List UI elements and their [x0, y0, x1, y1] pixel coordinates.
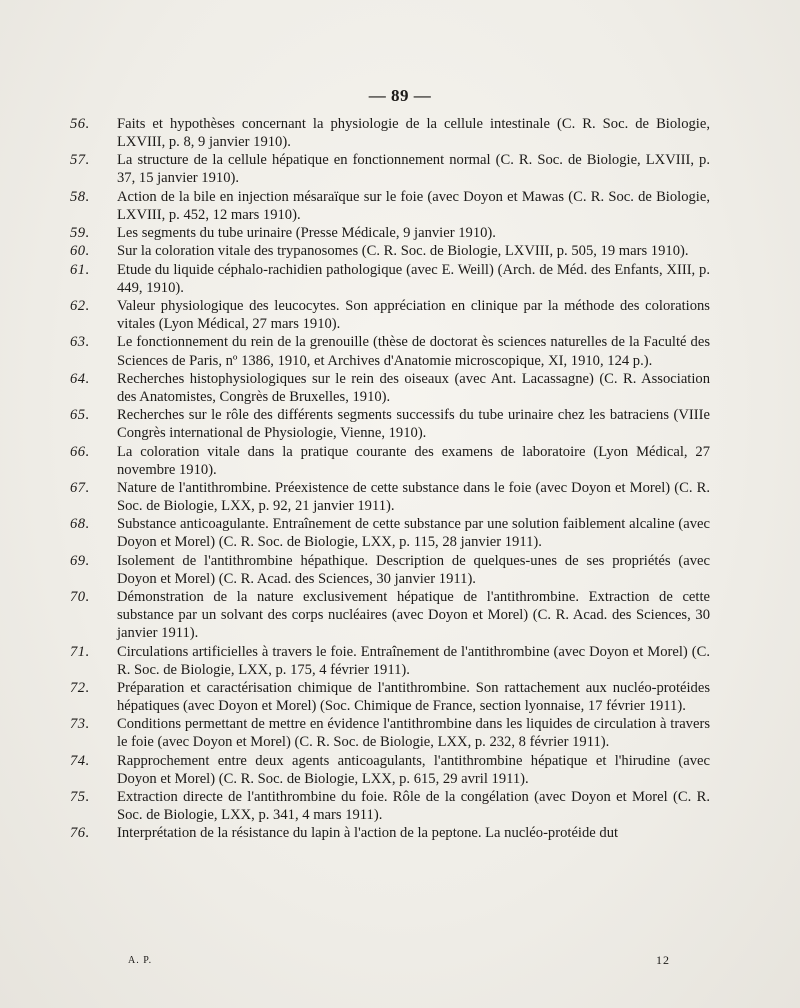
entry-number: 58.: [70, 188, 90, 205]
page-number: — 89 —: [368, 86, 432, 105]
entry-text: Isolement de l'antithrombine hépathique. Description de quelques-unes de ses propriétés (avec Doyon et Morel) (C. R. Acad. des Sciences, 30 janvier 1911).: [117, 552, 710, 587]
entry-number: 73.: [70, 716, 90, 733]
entry-number: 56.: [70, 116, 90, 132]
entry-text: Action de la bile en injection mésaraïque sur le foie (avec Doyon et Mawas (C. R. Soc. de Biologie, LXVIII, p. 452, 12 mars 1910).: [117, 188, 710, 223]
bibliography-entry: [70, 479, 710, 515]
bibliography-entry: [70, 224, 710, 242]
bibliography-entry: [70, 552, 710, 588]
bibliography-entry: [70, 115, 710, 151]
entry-number: 74.: [70, 752, 90, 769]
entry-text: Recherches histophysiologiques sur le rein des oiseaux (avec Ant. Lacassagne) (C. R. Association des Anatomistes, Congrès de Bruxelles, 1910).: [117, 370, 710, 405]
entry-text: Faits et hypothèses concernant la physiologie de la cellule intestinale (C. R. Soc. de Biologie, LXVIII, p. 8, 9 janvier 1910).: [117, 116, 710, 151]
bibliography-entry: [70, 643, 710, 679]
entry-number: 66.: [70, 443, 90, 460]
signature-mark: A. P.: [128, 955, 153, 966]
entry-number: 57.: [70, 152, 90, 169]
entry-number: 60.: [70, 243, 90, 260]
entry-text: Substance anticoagulante. Entraînement de cette substance par une solution faiblement alcaline (avec Doyon et Morel) (C. R. Soc. de Biologie, LXX, p. 115, 28 janvier 1911).: [117, 516, 710, 551]
bibliography-entry: [70, 261, 710, 297]
entry-number: 61.: [70, 261, 90, 278]
entry-text: Valeur physiologique des leucocytes. Son appréciation en clinique par la méthode des colorations vitales (Lyon Médical, 27 mars 1910).: [117, 298, 710, 333]
bibliography-entry: [70, 443, 710, 479]
entry-number: 71.: [70, 643, 90, 660]
entry-number: 69.: [70, 552, 90, 569]
entry-number: 76.: [70, 825, 90, 842]
entry-number: 67.: [70, 479, 90, 496]
signature-number: 12: [656, 953, 670, 967]
bibliography-entry: [70, 715, 710, 751]
entry-text: Les segments du tube urinaire (Presse Médicale, 9 janvier 1910).: [117, 225, 496, 242]
entry-text: Préparation et caractérisation chimique de l'antithrombine. Son rattachement aux nucléo-protéides hépatiques (avec Doyon et Morel) (Soc. Chimique de France, section lyonnaise, 17 février 1911).: [117, 679, 710, 714]
entry-number: 62.: [70, 298, 90, 315]
entry-number: 64.: [70, 370, 90, 387]
bibliography-entry: [70, 188, 710, 224]
entry-number: 68.: [70, 516, 90, 533]
entry-number: 65.: [70, 407, 90, 424]
entry-text: Conditions permettant de mettre en évidence l'antithrombine dans les liquides de circulation à travers le foie (avec Doyon et Morel) (C. R. Soc. de Biologie, LXX, p. 232, 8 février 1911).: [117, 716, 710, 751]
entry-number: 59.: [70, 225, 90, 242]
bibliography-entry: [70, 406, 710, 442]
entry-text: Démonstration de la nature exclusivement hépatique de l'antithrombine. Extraction de cette substance par un solvant des corps nucléaires (avec Doyon et Morel) (C. R. Acad. des Sciences, 30 janvier 1911).: [117, 589, 710, 642]
entry-text: Recherches sur le rôle des différents segments successifs du tube urinaire chez les batraciens (VIIIe Congrès international de Physiologie, Vienne, 1910).: [117, 407, 710, 442]
bibliography-entry: [70, 151, 710, 187]
entry-text: La structure de la cellule hépatique en fonctionnement normal (C. R. Soc. de Biologie, LXVIII, p. 37, 15 janvier 1910).: [117, 152, 710, 187]
bibliography-entry: [70, 515, 710, 551]
bibliography-entry: [70, 788, 710, 824]
bibliography-list: [70, 115, 710, 843]
bibliography-entry: [70, 588, 710, 642]
bibliography-entry: [70, 370, 710, 406]
bibliography-entry: [70, 824, 710, 842]
bibliography-entry: [70, 679, 710, 715]
bibliography-entry: [70, 333, 710, 369]
entry-text: La coloration vitale dans la pratique courante des examens de laboratoire (Lyon Médical, 27 novembre 1910).: [117, 443, 710, 478]
entry-number: 63.: [70, 334, 90, 351]
entry-text: Extraction directe de l'antithrombine du foie. Rôle de la congélation (avec Doyon et Morel (C. R. Soc. de Biologie, LXX, p. 341, 4 mars 1911).: [117, 789, 710, 824]
entry-number: 72.: [70, 679, 90, 696]
entry-text: Rapprochement entre deux agents anticoagulants, l'antithrombine hépatique et l'hirudine (avec Doyon et Morel) (C. R. Soc. de Biologie, LXX, p. 615, 29 avril 1911).: [117, 752, 710, 787]
entry-number: 75.: [70, 789, 90, 806]
entry-text: Le fonctionnement du rein de la grenouille (thèse de doctorat ès sciences naturelles de la Faculté des Sciences de Paris, nº 1386, 1910, et Archives d'Anatomie microscopique, XI, 1910, 124 p.).: [117, 334, 710, 369]
entry-text: Sur la coloration vitale des trypanosomes (C. R. Soc. de Biologie, LXVIII, p. 505, 19 mars 1910).: [117, 243, 689, 260]
bibliography-entry: [70, 242, 710, 260]
entry-text: Nature de l'antithrombine. Préexistence de cette substance dans le foie (avec Doyon et Morel) (C. R. Soc. de Biologie, LXX, p. 92, 21 janvier 1911).: [117, 479, 710, 515]
bibliography-entry: [70, 752, 710, 788]
entry-text: Etude du liquide céphalo-rachidien pathologique (avec E. Weill) (Arch. de Méd. des Enfants, XIII, p. 449, 1910).: [117, 261, 710, 296]
bibliography-entry: [70, 297, 710, 333]
entry-text: Interprétation de la résistance du lapin à l'action de la peptone. La nucléo-protéide dut: [117, 825, 619, 842]
entry-text: Circulations artificielles à travers le foie. Entraînement de l'antithrombine (avec Doyon et Morel) (C. R. Soc. de Biologie, LXX, p. 175, 4 février 1911).: [117, 643, 710, 678]
entry-number: 70.: [70, 589, 90, 606]
